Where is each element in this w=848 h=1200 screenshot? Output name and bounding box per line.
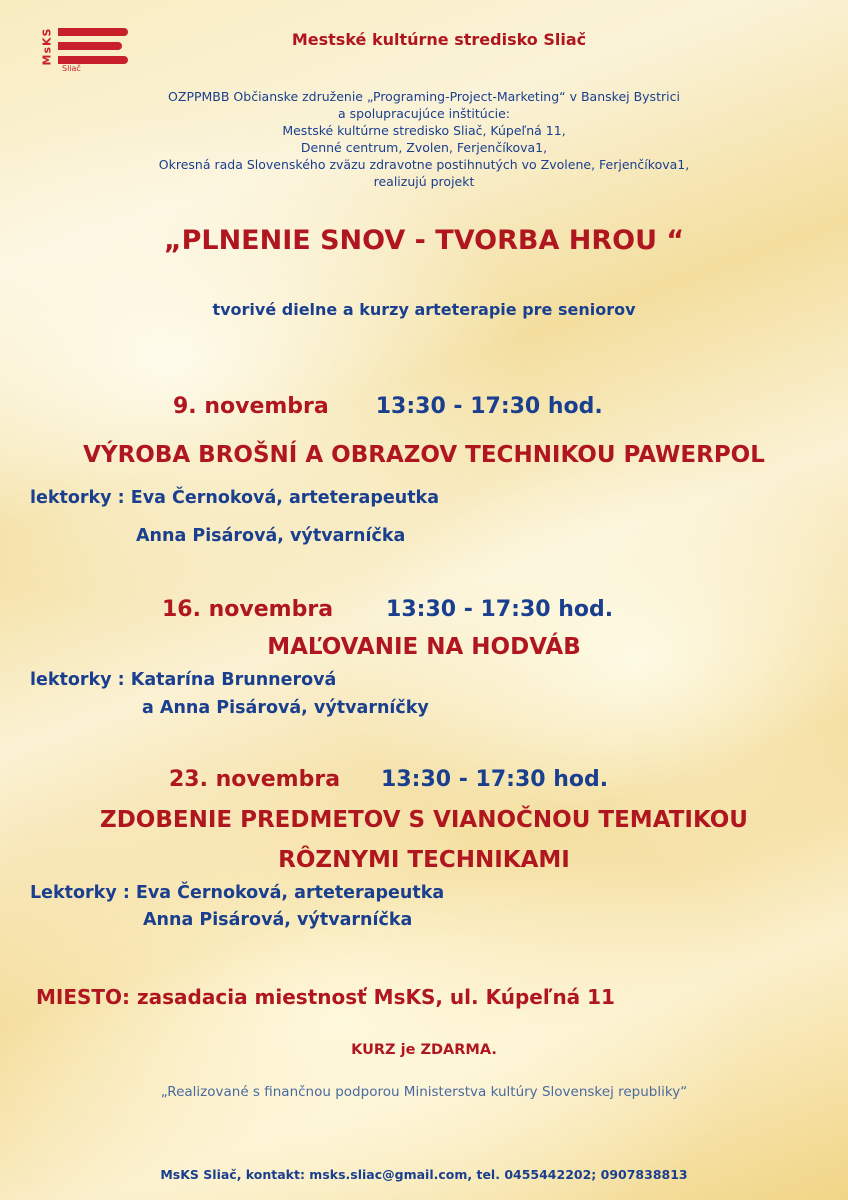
workshop-1-time: 13:30 - 17:30 hod.	[375, 394, 603, 419]
logo-subtext: Sliač	[62, 64, 81, 73]
contact-footer: MsKS Sliač, kontakt: msks.sliac@gmail.com, tel. 0455442202; 0907838813	[160, 1167, 688, 1182]
workshop-3-time: 13:30 - 17:30 hod.	[381, 767, 609, 792]
workshop-1-lecturer-1: lektorky : Eva Černoková, arteterapeutka	[30, 488, 440, 508]
workshop-3-lecturer-2: Anna Pisárová, výtvarníčka	[143, 910, 413, 930]
workshop-2-title: MAĽOVANIE NA HODVÁB	[267, 634, 581, 660]
event-location: MIESTO: zasadacia miestnosť MsKS, ul. Kúpeľná 11	[36, 985, 615, 1009]
main-title: „PLNENIE SNOV - TVORBA HROU “	[163, 225, 685, 256]
workshop-2-lecturer-1: lektorky : Katarína Brunnerová	[30, 670, 337, 690]
workshop-3-title: ZDOBENIE PREDMETOV S VIANOČNOU TEMATIKOU	[100, 807, 748, 833]
free-course-note: KURZ je ZDARMA.	[351, 1042, 497, 1058]
workshop-1-schedule	[173, 394, 603, 419]
intro-line-5: Okresná rada Slovenského zväzu zdravotne postihnutých vo Zvolene, Ferjenčíkova1,	[158, 157, 690, 172]
subtitle: tvorivé dielne a kurzy arteterapie pre seniorov	[212, 300, 636, 319]
logo-text: MsKS	[40, 27, 54, 66]
workshop-3-schedule	[169, 767, 608, 792]
workshop-2-schedule	[162, 597, 613, 622]
funding-note: „Realizované s finančnou podporou Ministerstva kultúry Slovenskej republiky“	[160, 1084, 688, 1100]
workshop-1-title: VÝROBA BROŠNÍ A OBRAZOV TECHNIKOU PAWERPOL	[83, 442, 765, 468]
workshop-2-date: 16. novembra	[162, 597, 334, 622]
logo-stripe	[58, 56, 128, 64]
organization-name: Mestské kultúrne stredisko Sliač	[291, 30, 587, 49]
workshop-3-lecturer-1: Lektorky : Eva Černoková, arteterapeutka	[30, 883, 445, 903]
workshop-1-date: 9. novembra	[173, 394, 329, 419]
intro-line-4: Denné centrum, Zvolen, Ferjenčíkova1,	[300, 140, 548, 155]
workshop-3-date: 23. novembra	[169, 767, 341, 792]
workshop-2-time: 13:30 - 17:30 hod.	[386, 597, 614, 622]
workshop-2-lecturer-2: a Anna Pisárová, výtvarníčky	[142, 698, 429, 718]
intro-line-3: Mestské kultúrne stredisko Sliač, Kúpeľná 11,	[282, 123, 566, 138]
intro-line-1: OZPPMBB Občianske združenie „Programing-Project-Marketing“ v Banskej Bystrici	[168, 89, 680, 104]
intro-line-6: realizujú projekt	[373, 174, 475, 189]
intro-line-2: a spolupracujúce inštitúcie:	[338, 106, 510, 121]
workshop-1-lecturer-2: Anna Pisárová, výtvarníčka	[136, 526, 406, 546]
workshop-3-title-line-2: RÔZNYMI TECHNIKAMI	[278, 847, 570, 873]
